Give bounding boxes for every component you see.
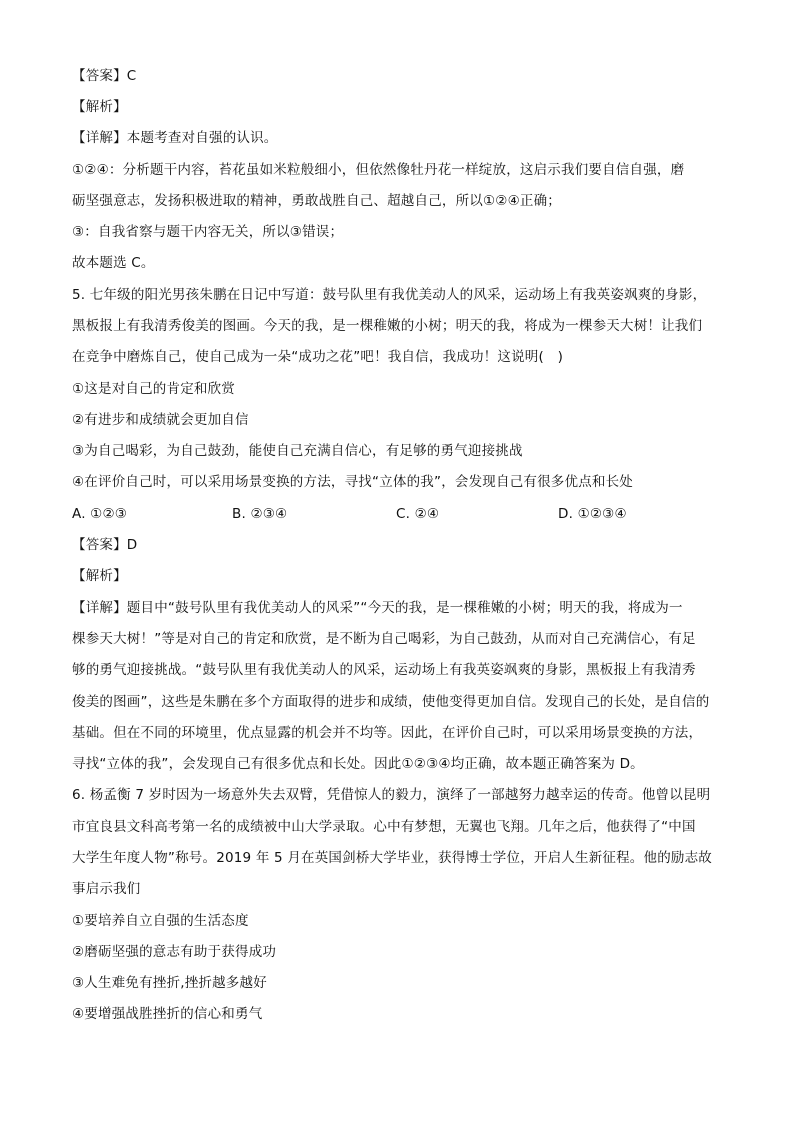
q6-stem-line-2: 市宜良县文科高考第一名的成绩被中山大学录取。心中有梦想，无翼也飞翔。几年之后，他获得了“中国 [72,819,696,835]
q5-stem-line-2: 黑板报上有我清秀俊美的图画。今天的我，是一棵稚嫩的小树；明天的我，将成为一棵参天大树！让我们 [72,318,703,334]
q6-statement-3: ③人生难免有挫折,挫折越多越好 [72,975,267,991]
q5-detail-line-2: 棵参天大树！”等是对自己的肯定和欣赏，是不断为自己喝彩，为自己鼓劲，从而对自己充满信心，有足 [72,631,696,647]
q6-statement-4: ④要增强战胜挫折的信心和勇气 [72,1006,263,1022]
q5-stem-line-3: 在竞争中磨炼自己，使自己成为一朵“成功之花”吧！我自信，我成功！这说明( ) [72,349,564,365]
q4-explanation-line-1: ①②④：分析题干内容，苔花虽如米粒般细小，但依然像牡丹花一样绽放，这启示我们要自信自强，磨 [72,162,685,178]
q5-stem-line-1: 5. 七年级的阳光男孩朱鹏在日记中写道：鼓号队里有我优美动人的风采，运动场上有我英姿飒爽的身影， [72,287,707,303]
q5-answer: 【答案】D [72,537,138,553]
q4-conclusion: 故本题选 C。 [72,255,155,271]
q6-stem-line-4: 事启示我们 [72,881,141,897]
q5-detail-line-4: 俊美的图画”，这些是朱鹏在多个方面取得的进步和成绩，使他变得更加自信。发现自己的长处，是自信的 [72,694,710,710]
q5-statement-1: ①这是对自己的肯定和欣赏 [72,381,236,397]
q4-analysis-label: 【解析】 [72,99,127,115]
q6-stem-line-3: 大学生年度人物”称号。2019 年 5 月在英国剑桥大学毕业，获得博士学位，开启人生新征程。他的励志故 [72,850,713,866]
q4-explanation-line-2: 砺坚强意志，发扬积极进取的精神，勇敢战胜自己、超越自己，所以①②④正确； [72,193,562,209]
q5-option-b: B. ②③④ [232,506,288,522]
q5-option-c: C. ②④ [396,506,440,522]
q4-detail: 【详解】本题考查对自强的认识。 [72,130,278,146]
q6-statement-1: ①要培养自立自强的生活态度 [72,913,249,929]
q5-statement-4: ④在评价自己时，可以采用场景变换的方法，寻找“立体的我”，会发现自己有很多优点和长处 [72,474,633,490]
q5-option-d: D. ①②③④ [558,506,627,522]
q5-detail-line-3: 够的勇气迎接挑战。“鼓号队里有我优美动人的风采，运动场上有我英姿飒爽的身影，黑板报上有我清秀 [72,662,696,678]
q6-stem-line-1: 6. 杨孟衡 7 岁时因为一场意外失去双臂，凭借惊人的毅力，演绎了一部越努力越幸运的传奇。他曾以昆明 [72,787,711,803]
q5-detail-line-6: 寻找“立体的我”，会发现自己有很多优点和长处。因此①②③④均正确，故本题正确答案为 D。 [72,756,644,772]
q5-statement-2: ②有进步和成绩就会更加自信 [72,412,249,428]
q6-statement-2: ②磨砺坚强的意志有助于获得成功 [72,944,277,960]
q5-analysis-label: 【解析】 [72,568,127,584]
q4-explanation-line-3: ③：自我省察与题干内容无关，所以③错误； [72,224,344,240]
q5-statement-3: ③为自己喝彩，为自己鼓劲，能使自己充满自信心，有足够的勇气迎接挑战 [72,443,523,459]
q5-detail-line-1: 【详解】题目中“鼓号队里有我优美动人的风采”“今天的我，是一棵稚嫩的小树；明天的我，将成为一 [72,600,683,616]
q5-detail-line-5: 基础。但在不同的环境里，优点显露的机会并不均等。因此，在评价自己时，可以采用场景变换的方法， [72,725,703,741]
q4-answer: 【答案】C [72,68,137,84]
q5-option-a: A. ①②③ [72,506,128,522]
